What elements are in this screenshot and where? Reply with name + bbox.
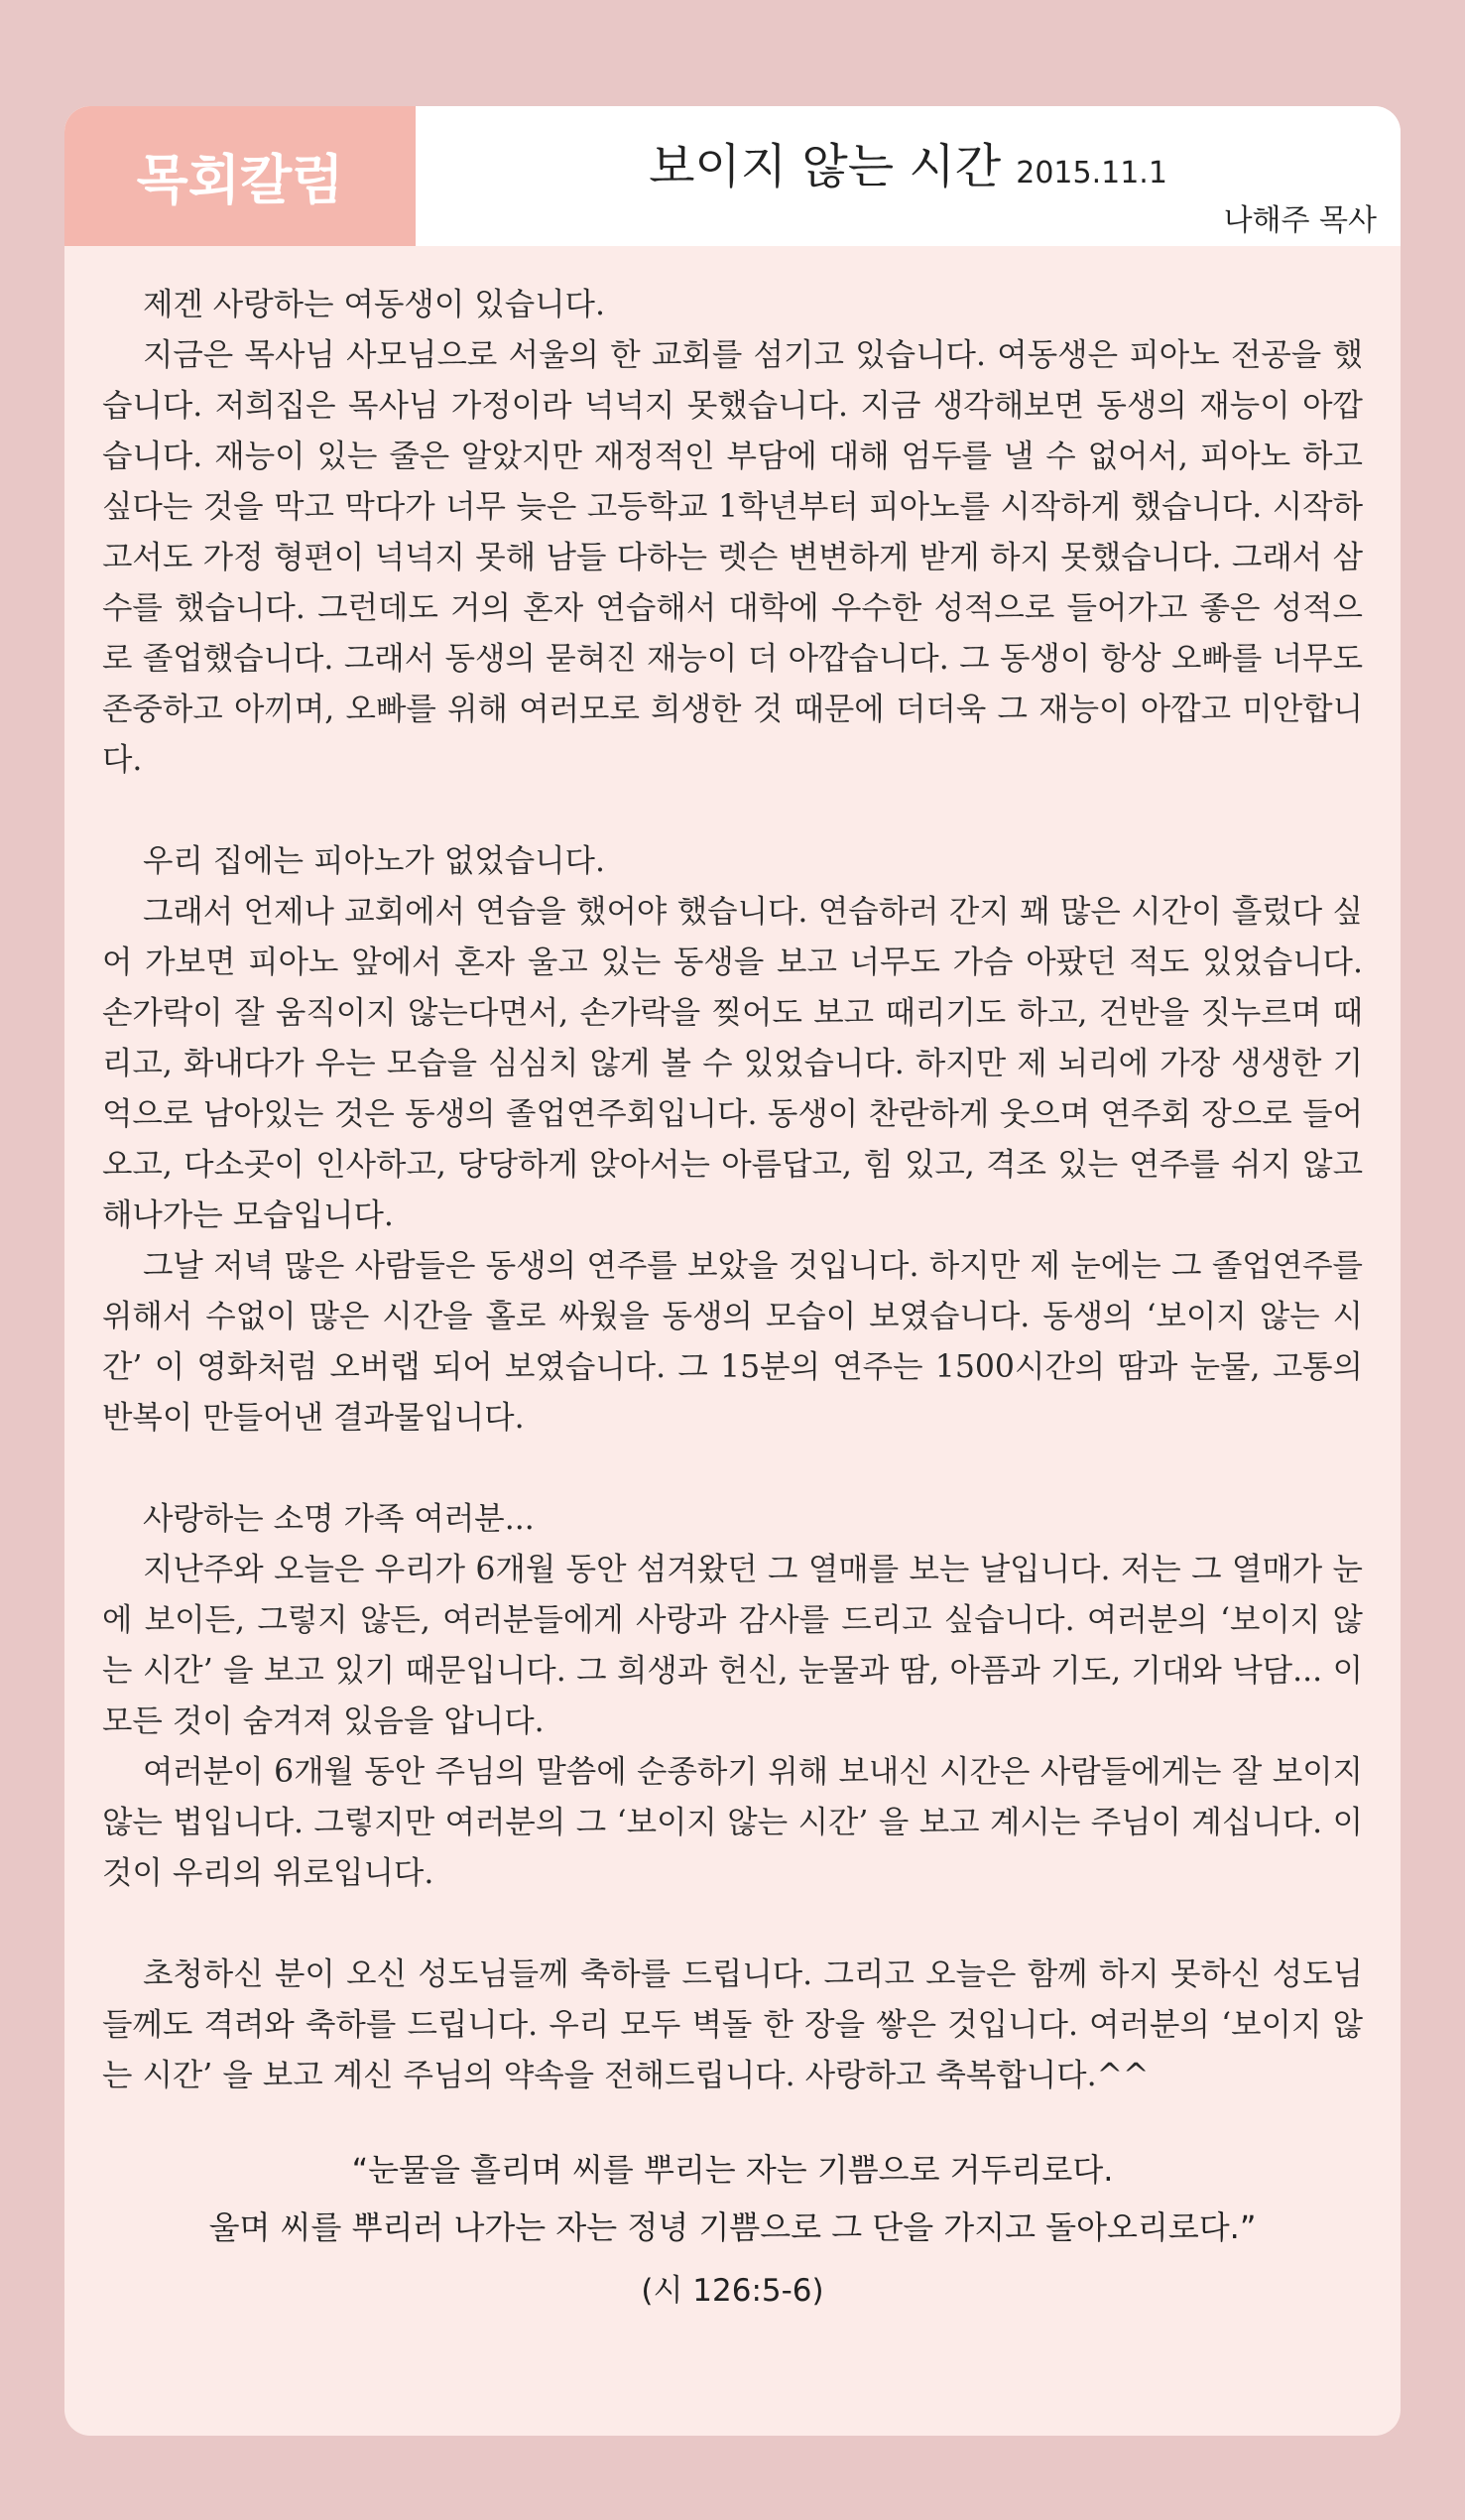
scripture-quote [102,2141,1363,2320]
quote-line-1: “눈물을 흘리며 씨를 뿌리는 자는 기쁨으로 거두리로다. [351,2151,1114,2189]
column-title: 보이지 않는 시간 [649,139,1002,194]
paragraph: 그날 저녁 많은 사람들은 동생의 연주를 보았을 것입니다. 하지만 제 눈에는 그 졸업연주를 위해서 수없이 많은 시간을 홀로 싸웠을 동생의 모습이 보였습니다. 동생의 ‘보이지 않는 시간’ 이 영화처럼 오버랩 되어 보였습니다. 그 15분의 연주는 1500시간의 땀과 눈물, 고통의 반복이 만들어낸 결과물입니다. [102,1248,1363,1436]
paragraph: 지난주와 오늘은 우리가 6개월 동안 섬겨왔던 그 열매를 보는 날입니다. 저는 그 열매가 눈에 보이든, 그렇지 않든, 여러분들에게 사랑과 감사를 드리고 싶습니다. 여러분의 ‘보이지 않는 시간’ 을 보고 있기 때문입니다. 그 희생과 헌신, 눈물과 땀, 아픔과 기도, 기대와 낙담... 이 모든 것이 숨겨져 있음을 압니다. [102,1552,1363,1739]
column-date: 2015.11.1 [1016,156,1167,190]
column-body [64,246,1401,2320]
paragraph-spacer [102,1899,1363,1950]
column-author: 나해주 목사 [1223,203,1377,238]
column-header [64,106,1401,246]
column-card [64,106,1401,2436]
paragraph: 지금은 목사님 사모님으로 서울의 한 교회를 섬기고 있습니다. 여동생은 피아노 전공을 했습니다. 저희집은 목사님 가정이라 넉넉지 못했습니다. 지금 생각해보면 동생의 재능이 아깝습니다. 재능이 있는 줄은 알았지만 재정적인 부담에 대해 엄두를 낼 수 없어서, 피아노 하고 싶다는 것을 막고 막다가 너무 늦은 고등학교 1학년부터 피아노를 시작하게 했습니다. 시작하고서도 가정 형편이 넉넉지 못해 남들 다하는 렛슨 변변하게 받게 하지 못했습니다. 그래서 삼수를 했습니다. 그런데도 거의 혼자 연습해서 대학에 우수한 성적으로 들어가고 좋은 성적으로 졸업했습니다. 그래서 동생의 묻혀진 재능이 더 아깝습니다. 그 동생이 항상 오빠를 너무도 존중하고 아끼며, 오빠를 위해 여러모로 희생한 것 때문에 더더욱 그 재능이 아깝고 미안합니다. [102,337,1363,778]
paragraph: 우리 집에는 피아노가 없었습니다. [142,843,605,879]
quote-reference: (시 126:5-6) [641,2273,824,2309]
paragraph: 초청하신 분이 오신 성도님들께 축하를 드립니다. 그리고 오늘은 함께 하지 못하신 성도님들께도 격려와 축하를 드립니다. 우리 모두 벽돌 한 장을 쌓은 것입니다. 여러분의 ‘보이지 않는 시간’ 을 보고 계신 주님의 약속을 전해드립니다. 사랑하고 축복합니다.^^ [102,1956,1363,2093]
paragraph-spacer [102,786,1363,836]
paragraph-spacer [102,1444,1363,1494]
title-area [416,106,1401,246]
paragraph: 사랑하는 소명 가족 여러분... [142,1501,535,1537]
title-line [416,128,1401,196]
quote-line-2: 울며 씨를 뿌리러 나가는 자는 정녕 기쁨으로 그 단을 가지고 돌아오리로다.” [208,2208,1257,2246]
paragraph: 그래서 언제나 교회에서 연습을 했어야 했습니다. 연습하러 간지 꽤 많은 시간이 흘렀다 싶어 가보면 피아노 앞에서 혼자 울고 있는 동생을 보고 너무도 가슴 아팠던 적도 있었습니다. 손가락이 잘 움직이지 않는다면서, 손가락을 찢어도 보고 때리기도 하고, 건반을 짓누르며 때리고, 화내다가 우는 모습을 심심치 않게 볼 수 있었습니다. 하지만 제 뇌리에 가장 생생한 기억으로 남아있는 것은 동생의 졸업연주회입니다. 동생이 찬란하게 웃으며 연주회 장으로 들어오고, 다소곳이 인사하고, 당당하게 앉아서는 아름답고, 힘 있고, 격조 있는 연주를 쉬지 않고 해나가는 모습입니다. [102,894,1363,1233]
column-category-tag: 목회칼럼 [64,106,416,246]
paragraph: 제겐 사랑하는 여동생이 있습니다. [142,287,605,322]
paragraph: 여러분이 6개월 동안 주님의 말씀에 순종하기 위해 보내신 시간은 사람들에게는 잘 보이지 않는 법입니다. 그렇지만 여러분의 그 ‘보이지 않는 시간’ 을 보고 계시는 주님이 계십니다. 이것이 우리의 위로입니다. [102,1754,1363,1891]
